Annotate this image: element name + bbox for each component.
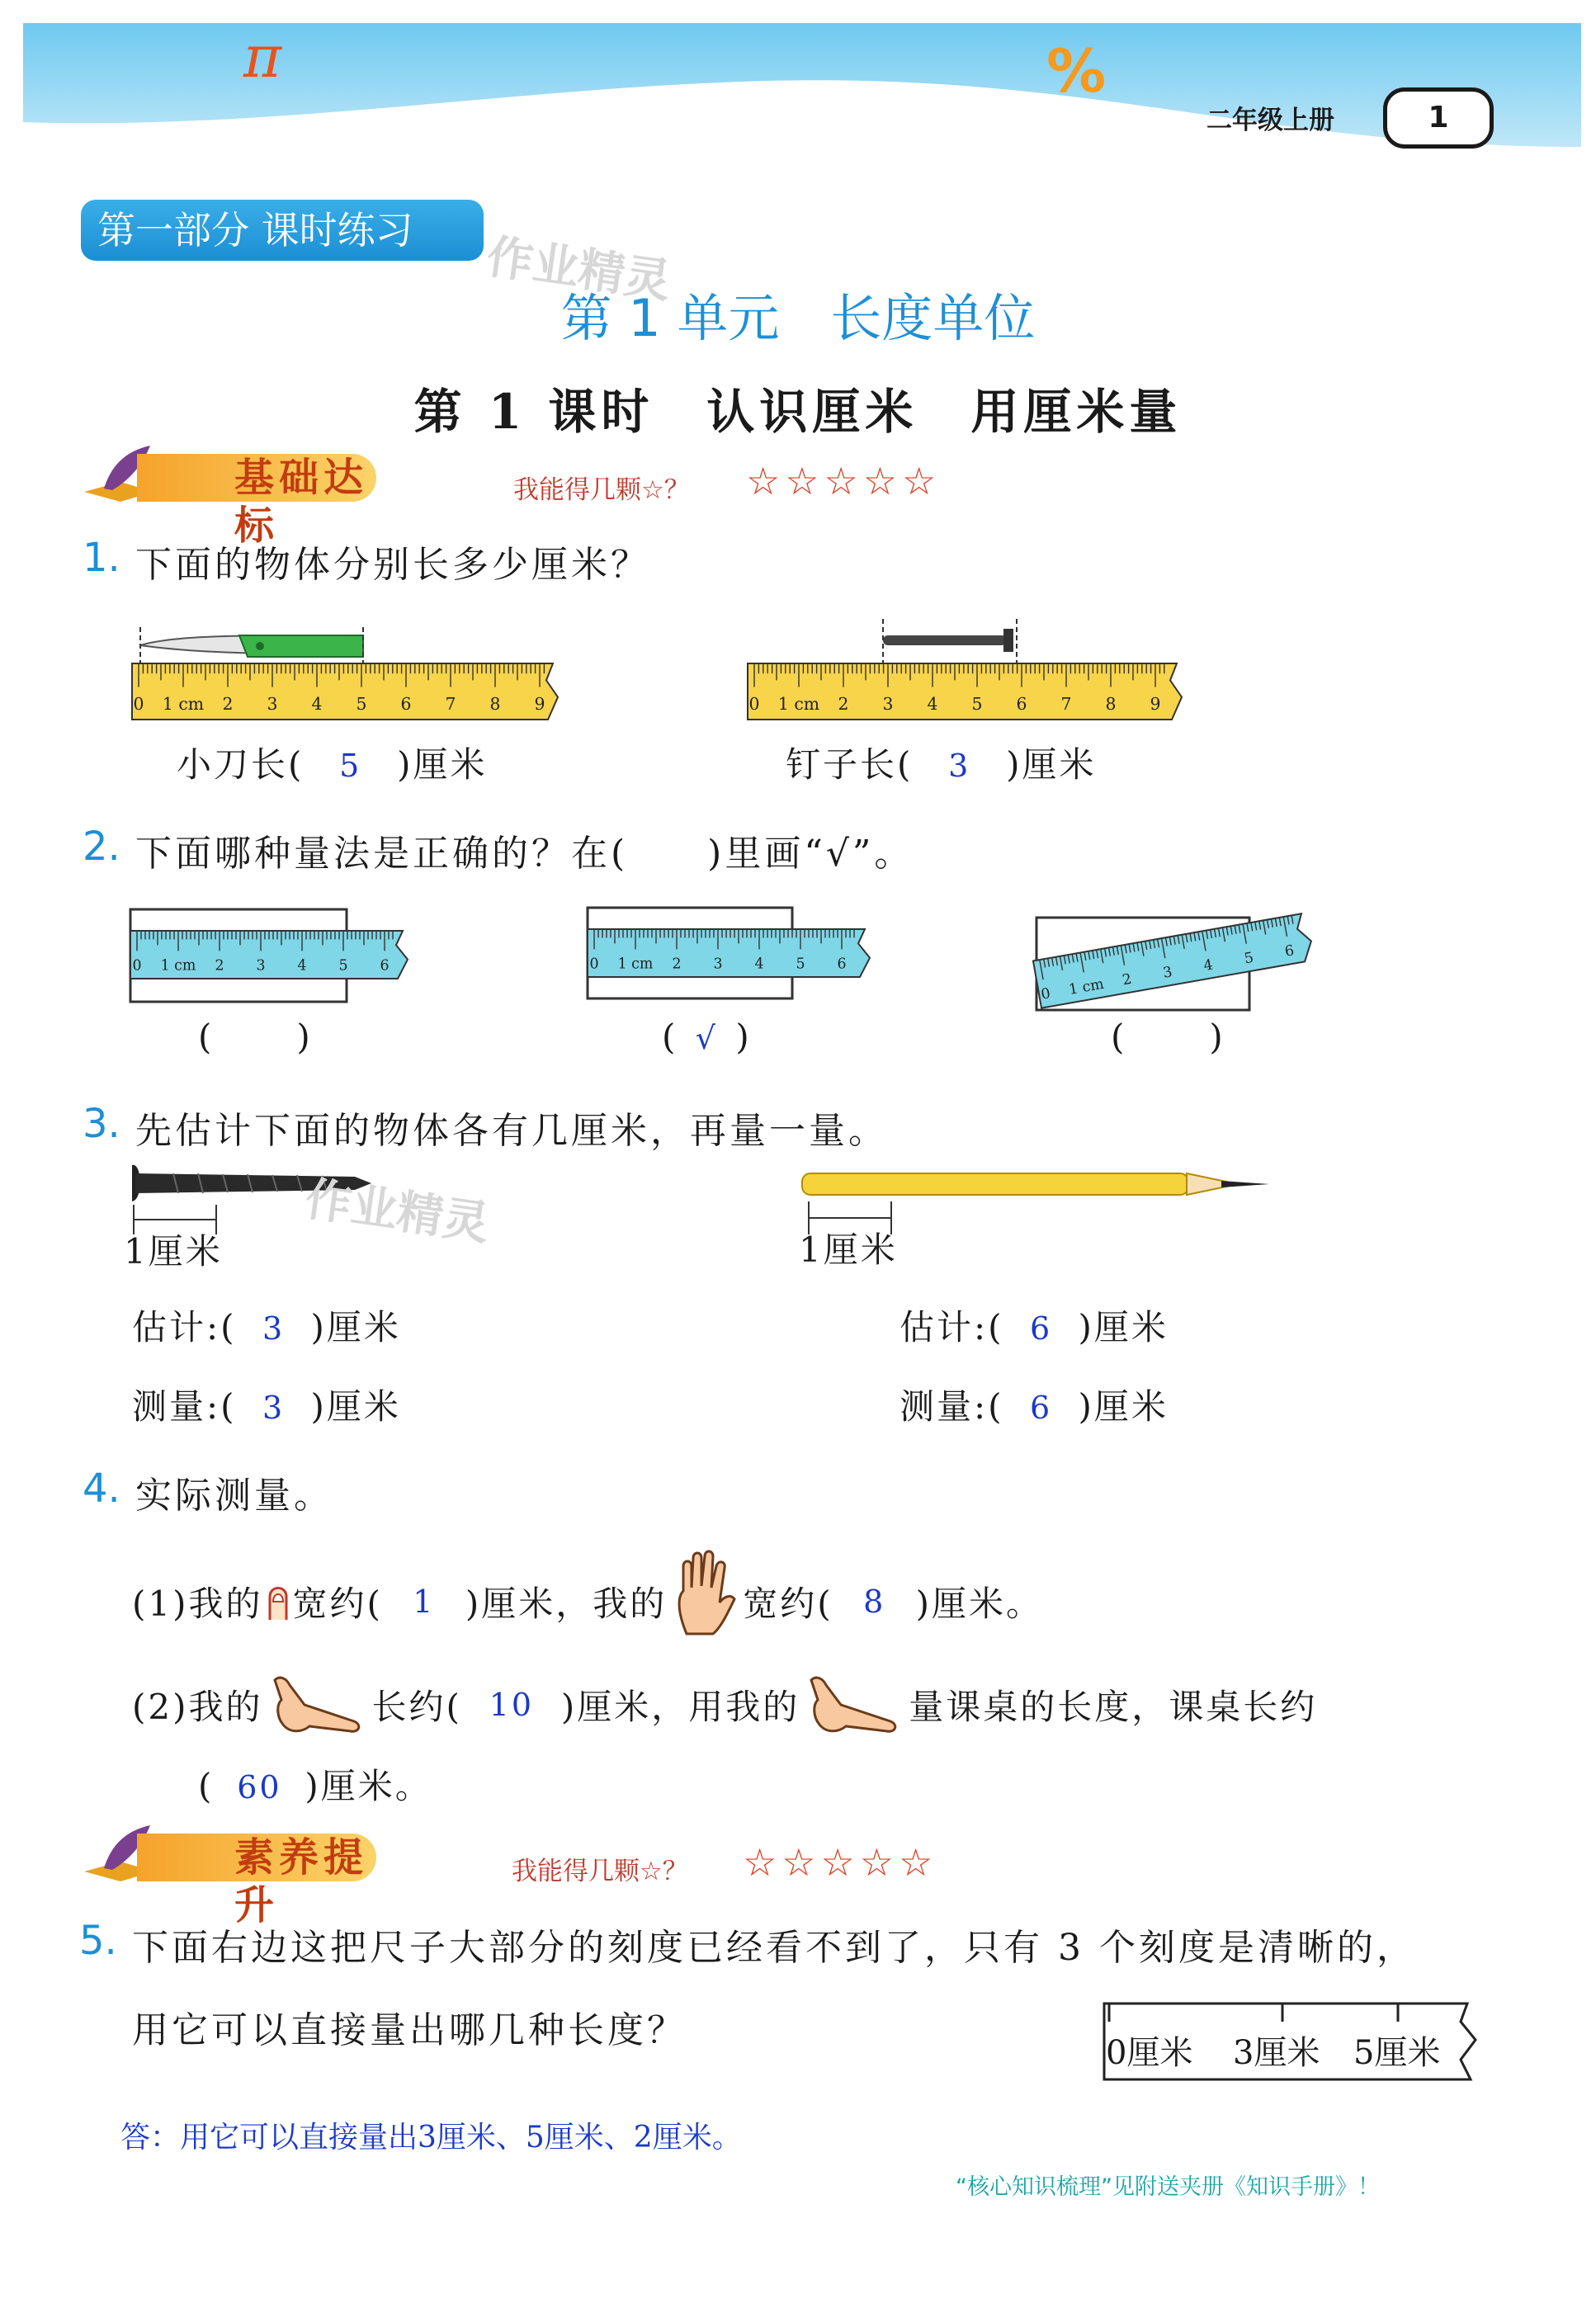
screw-measure-line xyxy=(132,1380,401,1429)
stars-prompt: 我能得几颗☆？ xyxy=(513,475,690,505)
ruler-label: 1 cm xyxy=(162,693,205,714)
question-number: 5. xyxy=(79,1918,117,1964)
ruler-label: 0 xyxy=(132,957,142,975)
knife-answer-line xyxy=(177,738,488,787)
ruler-label: 6 xyxy=(1283,942,1296,960)
ruler-label: 0 xyxy=(589,956,599,973)
q4-label: 宽约( xyxy=(743,1584,833,1624)
rating-stars[interactable]: ☆☆☆☆☆ xyxy=(746,459,942,503)
q4-part1-line xyxy=(132,1565,1043,1639)
screw-estimate-line xyxy=(132,1300,401,1350)
q4-label: (2)我的 xyxy=(132,1687,263,1727)
measure-option-1 xyxy=(124,901,429,1008)
unit-title: 第 1 单元 长度单位 xyxy=(560,288,1036,348)
ruler-label: 6 xyxy=(837,956,847,973)
ruler-label: 8 xyxy=(1105,693,1117,714)
open-hand-icon xyxy=(672,1548,738,1639)
answer-field[interactable]: 5 xyxy=(339,748,362,784)
ruler-label: 0 xyxy=(133,693,144,714)
q4-label: ( xyxy=(198,1766,215,1806)
answer-field[interactable]: 3 xyxy=(262,1390,286,1426)
nail-answer-line xyxy=(786,738,1097,787)
ruler-label: 4 xyxy=(297,957,307,975)
question-number: 2. xyxy=(83,824,120,870)
measure-label: 测量:( xyxy=(132,1386,237,1427)
answer-unit: )厘米 xyxy=(1006,744,1097,785)
q4-label: )厘米。 xyxy=(305,1766,432,1806)
ruler-label: 5 xyxy=(356,693,367,714)
answer-field[interactable]: 3 xyxy=(948,748,971,784)
ruler-label: 4 xyxy=(311,693,323,714)
question-number: 3. xyxy=(83,1101,120,1147)
ruler-label: 5 xyxy=(1243,949,1255,968)
answer-field[interactable]: 3 xyxy=(262,1310,286,1347)
question-text: 先估计下面的物体各有几厘米，再量一量。 xyxy=(135,1110,888,1152)
section-title: 素养提升 xyxy=(137,1834,376,1881)
q4-label: 量课桌的长度，课桌长约 xyxy=(909,1687,1318,1727)
answer-field[interactable]: 6 xyxy=(1029,1390,1053,1426)
ruler-label: 3 xyxy=(256,957,266,975)
ruler-mark-5: 5厘米 xyxy=(1353,2034,1441,2072)
answer-field[interactable]: 1 xyxy=(413,1584,436,1620)
answer-label: 钉子长( xyxy=(786,744,914,785)
estimate-label: 估计:( xyxy=(900,1307,1004,1348)
ruler-label: 4 xyxy=(927,693,938,714)
option-1-bracket[interactable]: ( ) xyxy=(198,1017,313,1057)
answer-unit: )厘米 xyxy=(310,1307,401,1348)
q4-part2-line xyxy=(132,1672,1317,1738)
page-number: 1 xyxy=(1383,87,1494,149)
ruler-label: 7 xyxy=(445,693,456,714)
ruler-label: 1 cm xyxy=(160,957,196,975)
section-title: 基础达标 xyxy=(137,454,376,502)
ruler-label: 2 xyxy=(222,693,234,714)
pencil-estimate-line xyxy=(900,1300,1169,1350)
lesson-title: 第 1 课时 认识厘米 用厘米量 xyxy=(413,384,1183,440)
ruler-label: 4 xyxy=(1202,956,1215,975)
pi-symbol: π xyxy=(243,23,282,91)
span-hand-icon xyxy=(805,1672,904,1738)
question-text: 用它可以直接量出哪几种长度？ xyxy=(132,2009,687,2051)
question-number: 4. xyxy=(83,1466,120,1512)
answer-unit: )厘米 xyxy=(310,1386,401,1427)
question-number: 1. xyxy=(83,535,120,581)
ruler-mark-3: 3厘米 xyxy=(1233,2034,1320,2072)
ruler-label: 1 cm xyxy=(777,693,820,714)
measure-option-3 xyxy=(1020,885,1334,1017)
ruler-label: 5 xyxy=(338,957,348,975)
answer-field[interactable]: √ xyxy=(695,1020,718,1056)
answer-unit: )厘米 xyxy=(1078,1386,1169,1427)
answer-field[interactable]: 8 xyxy=(863,1584,886,1620)
ruler-label: 6 xyxy=(1016,693,1027,714)
nail-ruler-figure xyxy=(743,611,1188,726)
knife-ruler-figure xyxy=(124,611,569,726)
q4-label: )厘米。 xyxy=(915,1584,1044,1624)
measure-option-2 xyxy=(578,901,883,1008)
ruler-label: 0 xyxy=(748,693,760,714)
q5-answer[interactable]: 答：用它可以直接量出3厘米、5厘米、2厘米。 xyxy=(120,2121,742,2155)
answer-unit: )厘米 xyxy=(1078,1307,1169,1348)
ruler-label: 2 xyxy=(215,957,224,975)
grade-label: 二年级上册 xyxy=(1206,106,1334,135)
stars-prompt: 我能得几颗☆？ xyxy=(512,1857,688,1886)
ruler-label: 6 xyxy=(380,957,390,975)
measure-label: 测量:( xyxy=(900,1386,1004,1427)
ruler-label: 3 xyxy=(267,693,278,714)
q4-part2-cont xyxy=(198,1759,432,1809)
ruler-label: 1 cm xyxy=(617,956,654,973)
ruler-label: 8 xyxy=(489,693,501,714)
ruler-label: 2 xyxy=(838,693,849,714)
q4-label: )厘米，用我的 xyxy=(560,1687,800,1727)
footer-note: “核心知识梳理”见附送夹册《知识手册》！ xyxy=(956,2174,1380,2200)
q4-label: (1)我的 xyxy=(132,1584,263,1624)
part-label: 第一部分 课时练习 xyxy=(81,200,484,261)
ruler-label: 3 xyxy=(1161,964,1174,982)
question-text: 下面右边这把尺子大部分的刻度已经看不到了，只有 3 个刻度是清晰的， xyxy=(132,1927,1416,1969)
question-text: 下面的物体分别长多少厘米？ xyxy=(135,544,650,586)
q4-label: 宽约( xyxy=(292,1584,383,1624)
answer-field[interactable]: 6 xyxy=(1029,1310,1053,1347)
q4-label: 长约( xyxy=(371,1687,462,1727)
rating-stars[interactable]: ☆☆☆☆☆ xyxy=(743,1840,938,1885)
ruler-label: 7 xyxy=(1060,693,1072,714)
watermark: 作业精灵 xyxy=(483,229,674,309)
ruler-label: 9 xyxy=(534,693,545,714)
answer-field[interactable]: 10 xyxy=(489,1687,535,1723)
ruler-label: 2 xyxy=(672,956,682,973)
q4-label: )厘米，我的 xyxy=(465,1584,668,1624)
ruler-label: 2 xyxy=(1121,970,1133,989)
answer-field[interactable]: 60 xyxy=(237,1769,282,1805)
question-text: 下面哪种量法是正确的？在( )里画“√”。 xyxy=(135,833,914,875)
percent-symbol: % xyxy=(1046,36,1107,106)
ruler-label: 4 xyxy=(754,956,764,973)
answer-unit: )厘米 xyxy=(397,744,488,785)
option-3-bracket[interactable]: ( ) xyxy=(1111,1017,1225,1057)
ruler-label: 6 xyxy=(400,693,412,714)
ruler-label: 3 xyxy=(713,956,723,973)
estimate-label: 估计:( xyxy=(132,1307,237,1348)
span-hand-icon xyxy=(268,1672,367,1738)
ruler-label: 3 xyxy=(882,693,894,714)
answer-label: 小刀长( xyxy=(177,744,305,785)
unit-length-label: 1厘米 xyxy=(799,1230,898,1270)
ruler-label: 9 xyxy=(1150,693,1161,714)
question-text: 实际测量。 xyxy=(135,1475,333,1517)
ruler-mark-0: 0厘米 xyxy=(1106,2034,1193,2072)
watermark: 作业精灵 xyxy=(301,1172,493,1252)
fingernail-icon xyxy=(263,1582,293,1621)
ruler-label: 5 xyxy=(971,693,983,714)
ruler-label: 1 cm xyxy=(1067,975,1106,998)
pencil-measure-line xyxy=(900,1380,1169,1429)
unit-length-label: 1厘米 xyxy=(124,1231,223,1272)
ruler-label: 5 xyxy=(796,956,805,973)
ruler-label: 0 xyxy=(1040,985,1052,1003)
option-2-bracket[interactable]: ( √ ) xyxy=(662,1017,752,1057)
